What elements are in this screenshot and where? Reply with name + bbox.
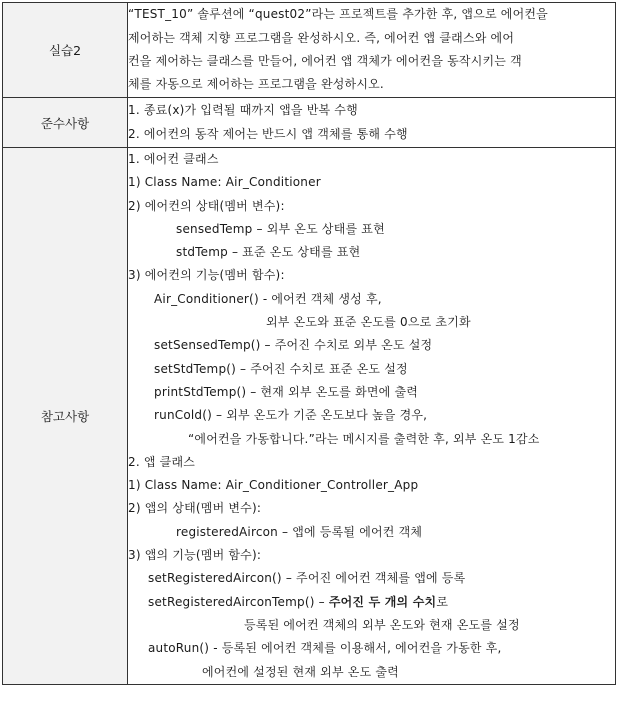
text-line: setSensedTemp() – 주어진 수치로 외부 온도 설정 (154, 338, 433, 353)
row-reference (3, 148, 616, 685)
text-line: “TEST_10” 솔루션에 “quest02”라는 프로젝트를 추가한 후, 앱으로 에어컨을 (128, 7, 548, 22)
text-line: 1. 에어컨 클래스 (128, 152, 219, 166)
emphasized-text: 주어진 두 개의 수치 (328, 594, 437, 609)
text-line: 체를 자동으로 제어하는 프로그램을 완성하시오. (128, 77, 384, 92)
text-line: 2) 에어컨의 상태(멤버 변수): (128, 198, 285, 213)
row-header-practice: 실습2 (3, 3, 128, 98)
text-line: registeredAircon – 앱에 등록될 에어컨 객체 (176, 524, 423, 539)
text-line: “에어컨을 가동합니다.”라는 메시지를 출력한 후, 외부 온도 1감소 (188, 431, 540, 446)
text-line: 3) 앱의 기능(멤버 함수): (128, 548, 262, 563)
text-line: 등록된 에어컨 객체의 외부 온도와 현재 온도를 설정 (244, 617, 520, 632)
text-line: 2. 앱 클래스 (128, 454, 196, 469)
text-line (128, 591, 615, 614)
text-line: printStdTemp() – 현재 외부 온도를 화면에 출력 (154, 384, 419, 399)
row-compliance (3, 98, 616, 148)
text-line: 1) Class Name: Air_Conditioner (128, 175, 321, 190)
reference-content (128, 148, 616, 685)
practice-content (128, 3, 616, 98)
text-line: runCold() – 외부 온도가 기준 온도보다 높을 경우, (154, 408, 428, 423)
text-line: setRegisteredAircon() – 주어진 에어컨 객체를 앱에 등록 (148, 571, 466, 586)
text-segment: setRegisteredAirconTemp() – (148, 594, 329, 609)
text-line: sensedTemp – 외부 온도 상태를 표현 (176, 221, 385, 236)
text-line: stdTemp – 표준 온도 상태를 표현 (176, 245, 361, 260)
row-header-compliance: 준수사항 (3, 98, 128, 148)
text-line: 2. 에어컨의 동작 제어는 반드시 앱 객체를 통해 수행 (128, 126, 408, 141)
text-line: 1) Class Name: Air_Conditioner_Controller_App (128, 478, 419, 493)
assignment-table (2, 2, 616, 685)
text-line: 1. 종료(x)가 입력될 때까지 앱을 반복 수행 (128, 103, 358, 118)
row-practice (3, 3, 616, 98)
text-line: 3) 에어컨의 기능(멤버 함수): (128, 268, 285, 283)
text-line: 컨을 제어하는 클래스를 만들어, 에어컨 앱 객체가 에어컨을 동작시키는 객 (128, 54, 522, 68)
text-line: setStdTemp() – 주어진 수치로 표준 온도 설정 (154, 361, 408, 376)
text-line: 2) 앱의 상태(멤버 변수): (128, 501, 262, 516)
text-segment: 로 (436, 594, 449, 609)
text-line: Air_Conditioner() - 에어컨 객체 생성 후, (154, 291, 382, 306)
compliance-content (128, 98, 616, 148)
row-header-reference: 참고사항 (3, 148, 128, 685)
text-line: 제어하는 객체 지향 프로그램을 완성하시오. 즉, 에어컨 앱 클래스와 에어 (128, 30, 515, 45)
text-line: autoRun() - 등록된 에어컨 객체를 이용해서, 에어컨을 가동한 후, (148, 641, 502, 656)
text-line: 외부 온도와 표준 온도를 0으로 초기화 (266, 315, 471, 330)
text-line: 에어컨에 설정된 현재 외부 온도 출력 (202, 664, 399, 679)
